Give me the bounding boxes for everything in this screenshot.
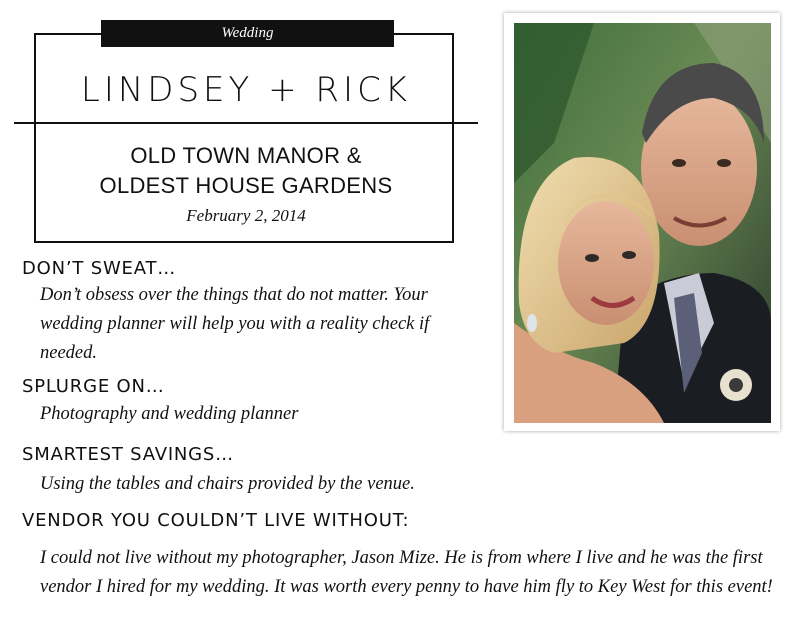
- divider-rule: [14, 122, 478, 124]
- couple-names: LINDSEY + RICK: [80, 70, 412, 110]
- couple-photo-frame: [504, 13, 780, 431]
- qa-heading-savings: SMARTEST SAVINGS…: [22, 444, 234, 465]
- category-tag: Wedding: [101, 20, 394, 47]
- qa-answer-savings: Using the tables and chairs provided by the venue.: [40, 474, 415, 494]
- qa-heading-dont-sweat: DON’T SWEAT…: [22, 258, 177, 279]
- qa-answer-splurge: Photography and wedding planner: [40, 404, 299, 424]
- wedding-date: February 2, 2014: [186, 206, 306, 225]
- couple-photo: [514, 23, 771, 423]
- venue-line-2: OLDEST HOUSE GARDENS: [99, 173, 393, 198]
- qa-heading-splurge: SPLURGE ON…: [22, 376, 165, 397]
- venue-line-1: OLD TOWN MANOR &: [130, 143, 362, 168]
- qa-answer-vendor: I could not live without my photographer, Jason Mize. He is from where I live and he was the first vendor I hired for my wedding. It was worth every penny to have him fly to Key West for this event!: [40, 548, 773, 597]
- qa-heading-vendor: VENDOR YOU COULDN’T LIVE WITHOUT:: [22, 510, 410, 531]
- couple-photo-illustration: [514, 23, 771, 423]
- venue-name: [34, 141, 458, 201]
- qa-answer-dont-sweat: Don’t obsess over the things that do not matter. Your wedding planner will help you with a reality check if needed.: [40, 285, 430, 363]
